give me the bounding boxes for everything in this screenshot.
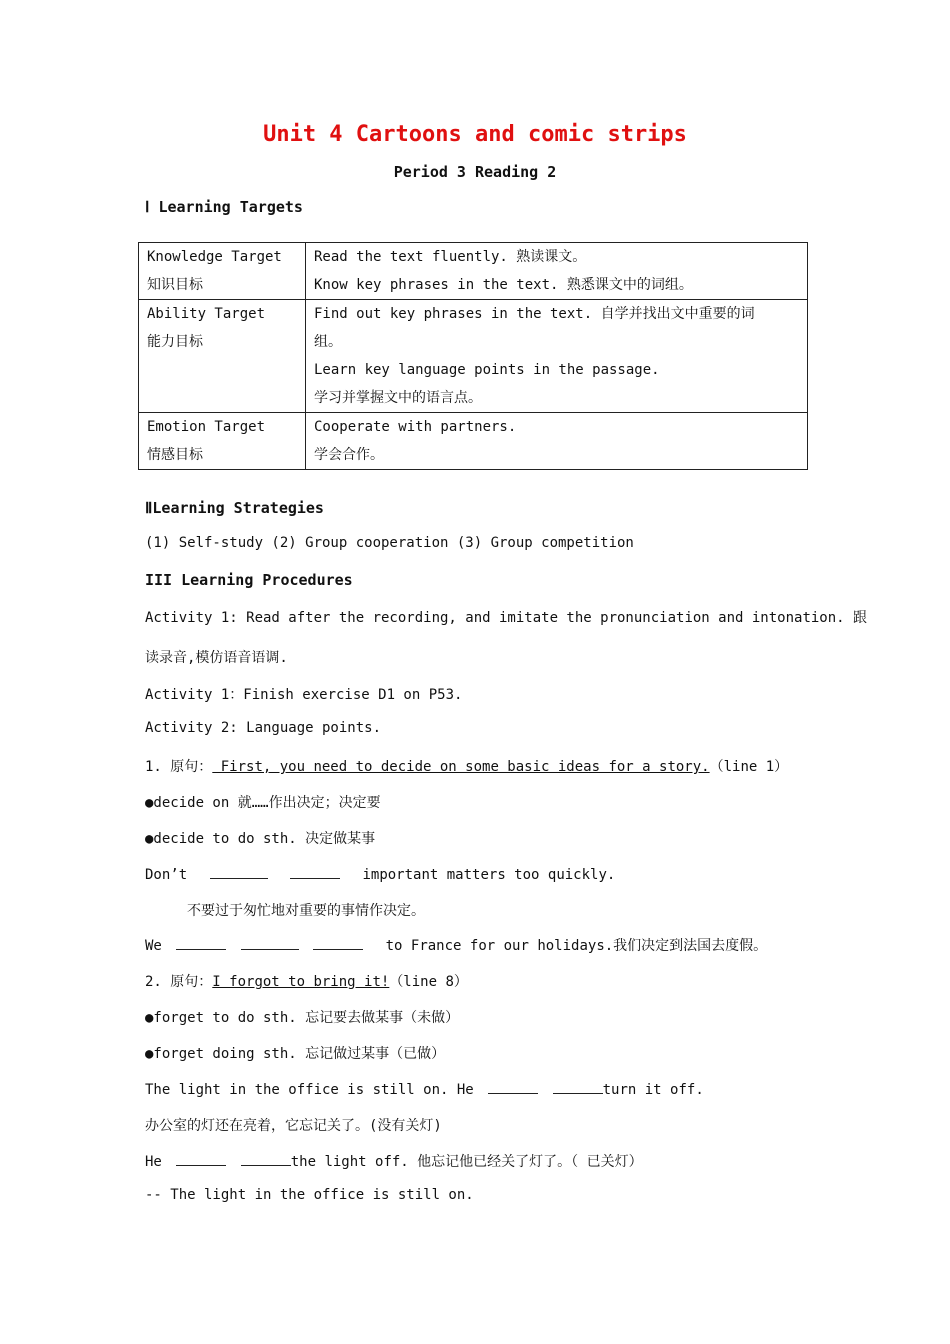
- target-content: Read the text fluently. 熟读课文。 Know key phrases in the text. 熟悉课文中的词组。: [306, 243, 808, 300]
- section-learning-procedures: III Learning Procedures: [145, 571, 353, 589]
- exercise3-translation: 办公室的灯还在亮着，它忘记关了。(没有关灯): [145, 1118, 442, 1134]
- answer-blank[interactable]: [553, 1079, 603, 1094]
- exercise1-translation: 不要过于匆忙地对重要的事情作决定。: [187, 903, 425, 919]
- answer-blank[interactable]: [488, 1079, 538, 1094]
- target-label: Knowledge Target 知识目标: [139, 243, 306, 300]
- page-subtitle: Period 3 Reading 2: [393, 163, 557, 181]
- table-row: [139, 300, 808, 413]
- answer-blank[interactable]: [290, 864, 340, 879]
- target-label: Ability Target 能力目标: [139, 300, 306, 413]
- answer-blank[interactable]: [241, 1151, 291, 1166]
- answer-blank[interactable]: [241, 935, 299, 950]
- exercise2: We to France for our holidays.我们决定到法国去度假。: [145, 935, 767, 955]
- exercise4: He the light off. 他忘记他已经关了灯了。（ 已关灯）: [145, 1151, 643, 1171]
- bullet-decide-on: ●decide on 就……作出决定；决定要: [145, 795, 381, 811]
- activity1-line-cont: 读录音,模仿语音语调.: [145, 650, 288, 666]
- answer-blank[interactable]: [210, 864, 268, 879]
- strategies-line: (1) Self-study (2) Group cooperation (3) Group competition: [145, 535, 634, 551]
- table-row: [139, 413, 808, 470]
- point2-original: 2. 原句：I forgot to bring it!（line 8）: [145, 974, 468, 990]
- exercise1: Don’t important matters too quickly.: [145, 864, 615, 883]
- bullet-decide-to: ●decide to do sth. 决定做某事: [145, 831, 376, 847]
- answer-blank[interactable]: [313, 935, 363, 950]
- bullet-forget-to: ●forget to do sth. 忘记要去做某事（未做）: [145, 1010, 460, 1026]
- activity2-line: Activity 2: Language points.: [145, 720, 382, 736]
- exercise4-note: -- The light in the office is still on.: [145, 1187, 474, 1203]
- point1-sentence: First, you need to decide on some basic ideas for a story.: [212, 759, 710, 775]
- exercise3: The light in the office is still on. He turn it off.: [145, 1079, 704, 1098]
- answer-blank[interactable]: [176, 935, 226, 950]
- point2-sentence: I forgot to bring it!: [212, 974, 390, 990]
- section-learning-targets: Ⅰ Learning Targets: [145, 198, 303, 216]
- section-learning-strategies: ⅡLearning Strategies: [145, 499, 324, 517]
- target-label: Emotion Target 情感目标: [139, 413, 306, 470]
- bullet-forget-doing: ●forget doing sth. 忘记做过某事（已做）: [145, 1046, 446, 1062]
- activity1-line: Activity 1: Read after the recording, and imitate the pronunciation and intonation. 跟: [145, 610, 868, 626]
- target-content: Find out key phrases in the text. 自学并找出文中重要的词 组。 Learn key language points in the passage. 学习并掌握文中的语言点。: [306, 300, 808, 413]
- target-content: Cooperate with partners. 学会合作。: [306, 413, 808, 470]
- activity1-exercise: Activity 1：Finish exercise D1 on P53.: [145, 687, 463, 703]
- targets-table: [138, 242, 808, 470]
- table-row: [139, 243, 808, 300]
- answer-blank[interactable]: [176, 1151, 226, 1166]
- point1-original: 1. 原句： First, you need to decide on some basic ideas for a story.（line 1）: [145, 759, 789, 775]
- page-title: Unit 4 Cartoons and comic strips: [263, 122, 687, 147]
